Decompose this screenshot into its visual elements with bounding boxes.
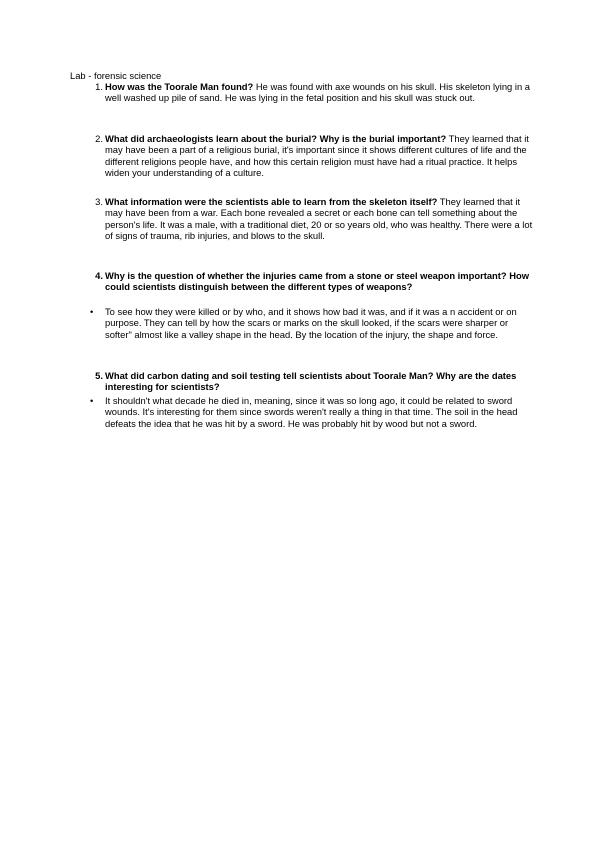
question-number: 4. <box>95 270 103 281</box>
question-text: What did carbon dating and soil testing tell scientists about Toorale Man? Why are the dates interesting for scientists? <box>105 370 517 393</box>
question-number: 1. <box>95 81 103 92</box>
bullet-icon: • <box>90 395 94 406</box>
answer-text: They learned that it may have been a part of a religious burial, it's important since it shows different cultures of life and the different religions people have, and how this certain religion must have had a ritual practice. It helps widen your understanding of a culture. <box>105 133 529 179</box>
question-number: 2. <box>95 133 103 144</box>
question-text: How was the Toorale Man found? <box>105 81 254 92</box>
question-paragraph <box>105 81 537 104</box>
question-text: What did archaeologists learn about the burial? Why is the burial important? <box>105 133 447 144</box>
question-item-2 <box>70 133 540 179</box>
document-title: Lab - forensic science <box>70 70 162 81</box>
question-paragraph <box>105 270 537 293</box>
answer-text: To see how they were killed or by who, and it shows how bad it was, and if it was a n accident or on purpose. They can tell by how the scars or marks on the skull looked, if the scars were sharper or softer" almost like a valley shape in the head. By the location of the injury, the shape and force. <box>105 306 517 340</box>
question-item-5 <box>70 370 540 393</box>
question-number: 5. <box>95 370 103 381</box>
answer-text: It shouldn't what decade he died in, meaning, since it was so long ago, it could be related to sword wounds. It's interesting for them since swords weren't really a thing in that time. The soil in the head defeats the idea that he was hit by a sword. He was probably hit by wood but not a sword. <box>105 395 518 429</box>
answer-text: They learned that it may have been from a war. Each bone revealed a secret or each bone can tell something about the person's life. It was a male, with a traditional diet, 20 or so years old, who was healthy. There were a lot of signs of trauma, rib injuries, and blows to the skull. <box>105 196 533 242</box>
question-item-4 <box>70 270 540 293</box>
answer-bullet-item-4 <box>70 306 540 340</box>
answer-bullet-item-5 <box>70 395 540 429</box>
question-text: Why is the question of whether the injuries came from a stone or steel weapon important? How could scientists distinguish between the different types of weapons? <box>105 270 530 293</box>
question-item-3 <box>70 196 540 242</box>
answer-text: He was found with axe wounds on his skull. His skeleton lying in a well washed up pile of sand. He was lying in the fetal position and his skull was stuck out. <box>105 81 530 104</box>
question-item-1 <box>70 81 540 104</box>
question-paragraph <box>105 196 537 242</box>
question-paragraph <box>105 370 537 393</box>
question-number: 3. <box>95 196 103 207</box>
bullet-icon: • <box>90 306 94 317</box>
question-paragraph <box>105 133 537 179</box>
question-text: What information were the scientists able to learn from the skeleton itself? <box>105 196 438 207</box>
